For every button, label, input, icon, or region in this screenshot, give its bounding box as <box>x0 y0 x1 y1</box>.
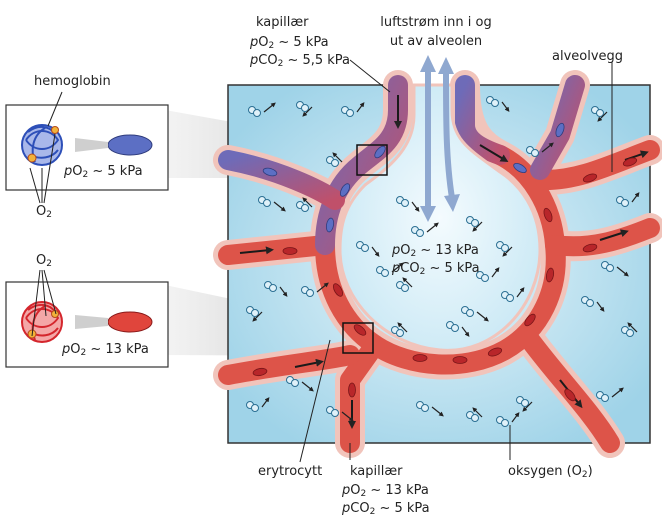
inset-bottom-po2-label: $pO_2$ ~ 13 kPa <box>62 342 149 358</box>
top-pco2-label: pCO$_2$ ~ 5,5 kPa <box>250 53 351 69</box>
alveolus-po2-label: $pO_2$ ~ 13 kPa <box>392 243 479 259</box>
capillary-top-label: kapillær <box>256 15 309 30</box>
hemoglobin-blue <box>22 125 62 165</box>
airflow-label-line1: luftstrøm inn i og <box>380 15 492 30</box>
alveolus-pco2-label: pCO$_2$ ~ 5 kPa <box>392 261 480 277</box>
top-po2-label: $pO_2$ ~ 5 kPa <box>250 35 329 51</box>
erythrocyte-label: erytrocytt <box>258 464 323 479</box>
o2-label-bottom: $O_2$ <box>36 253 52 269</box>
bottom-pco2-label: pCO$_2$ ~ 5 kPa <box>342 501 430 517</box>
inset-top-po2-label: $pO_2$ ~ 5 kPa <box>64 164 143 180</box>
oxygen-label: oksygen $(O_2)$ <box>508 464 593 480</box>
alveolar-wall-label: alveolvegg <box>552 49 624 64</box>
capillary-bottom-label: kapillær <box>350 464 403 479</box>
airflow-label-line2: ut av alveolen <box>389 34 483 49</box>
inset-blood-cell-red <box>108 312 152 332</box>
o2-label-top: $O_2$ <box>36 204 52 220</box>
hemoglobin-red <box>22 302 62 342</box>
inset-blood-cell-blue <box>108 135 152 155</box>
bottom-po2-label: $pO_2$ ~ 13 kPa <box>342 483 429 499</box>
hemoglobin-label: hemoglobin <box>34 74 111 89</box>
